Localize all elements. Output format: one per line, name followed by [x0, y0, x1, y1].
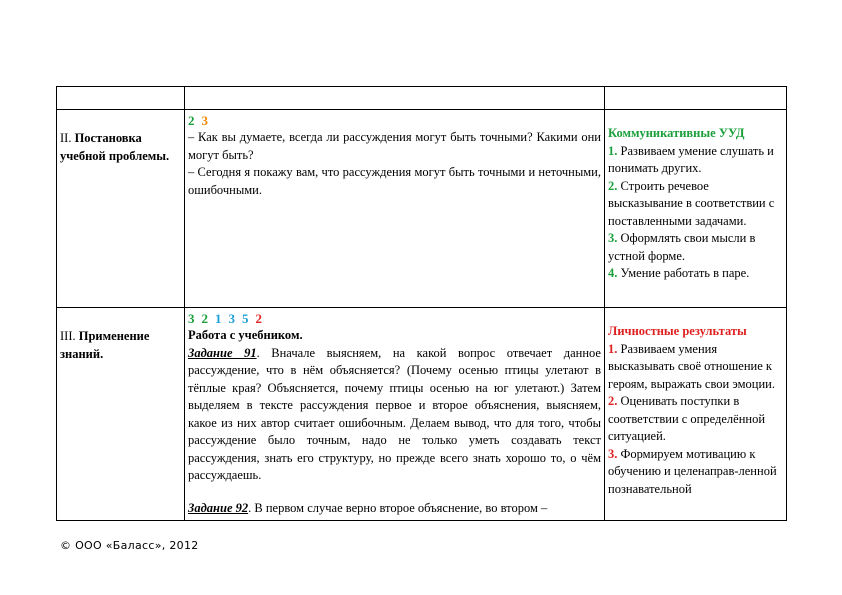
number-mark: 3 — [201, 113, 208, 128]
number-mark: 3 — [228, 311, 235, 326]
lesson-table — [56, 86, 787, 521]
stage-cell — [57, 308, 185, 521]
number-mark: 5 — [242, 311, 249, 326]
task-title: Задание 91 — [188, 345, 257, 360]
content-paragraph: – Сегодня я покажу вам, что рассуждения могут быть точными и неточными, ошибочными. — [188, 165, 601, 197]
number-mark: 2 — [201, 311, 208, 326]
number-line — [188, 112, 601, 129]
list-item: 2. Оценивать поступки в соответствии с определённой ситуацией. — [608, 394, 766, 443]
number-mark: 3 — [188, 311, 195, 326]
results-cell — [605, 110, 787, 308]
stage-cell — [57, 110, 185, 308]
number-mark: 1 — [215, 311, 222, 326]
task-paragraph: Задание 91. Вначале выясняем, на какой вопрос отвечает данное рассуждение, что в нём объясняется? (Почему осенью птицы улетают в тёплые края? Объясняется, почему птицы осенью на юг улетают.) Затем выделяем в тексте рассуждения первое и второе объяснения, выясняем, какое из них автор считает ошибочным. Делаем вывод, что для того, чтобы рассуждение было точным, надо не только уметь создавать текст рассуждения, знать его структуру, но прежде всего знать хорошо то, о чём рассуждаешь. — [188, 345, 601, 482]
content-paragraph: – Как вы думаете, всегда ли рассуждения могут быть точными? Какими они могут быть? — [188, 130, 601, 162]
stage-title: Постановка учебной проблемы. — [60, 131, 170, 163]
content-cell — [185, 308, 605, 521]
table-header-row — [57, 87, 787, 110]
list-item: 3. Формируем мотивацию к обучению и целенаправ-ленной познавательной — [608, 446, 777, 496]
table-row — [57, 110, 787, 308]
content-cell — [185, 110, 605, 308]
results-title: Коммуникативные УУД — [608, 126, 745, 140]
task-title: Задание 92 — [188, 500, 249, 515]
number-mark: 2 — [255, 311, 262, 326]
results-cell — [605, 308, 787, 521]
header-cell-results — [605, 87, 787, 110]
list-item: 3. Оформлять свои мысли в устной форме. — [608, 231, 756, 263]
number-mark: 2 — [188, 113, 195, 128]
stage-number: II. — [60, 131, 72, 145]
list-item: 2. Строить речевое высказывание в соответствии с поставленными задачами. — [608, 178, 775, 228]
list-item: 1. Развиваем умения высказывать своё отношение к героям, выражать свои эмоции. — [608, 341, 775, 391]
work-title: Работа с учебником. — [188, 328, 303, 342]
header-cell-stage — [57, 87, 185, 110]
list-item: 1. Развиваем умение слушать и понимать других. — [608, 143, 774, 175]
header-cell-content — [185, 87, 605, 110]
stage-number: III. — [60, 329, 76, 343]
copyright-footer: © ООО «Баласс», 2012 — [60, 539, 199, 552]
results-title: Личностные результаты — [608, 324, 747, 338]
table-row — [57, 308, 787, 521]
list-item: 4. Умение работать в паре. — [608, 266, 750, 280]
number-line — [188, 310, 601, 327]
stage-title: Применение знаний. — [60, 329, 150, 361]
task-paragraph: Задание 92. В первом случае верно второе объяснение, во втором – — [188, 500, 548, 515]
